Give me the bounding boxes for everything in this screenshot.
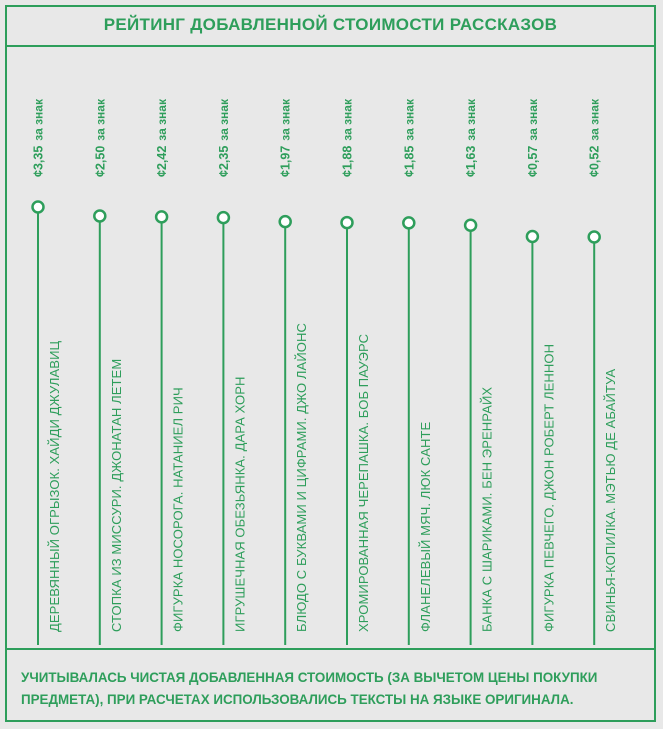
category-label-8: ФИГУРКА ПЕВЧЕГО. ДЖОН РОБЕРТ ЛЕННОН	[541, 343, 557, 632]
category-label-2: ФИГУРКА НОСОРОГА. НАТАНИЕЛ РИЧ	[170, 387, 186, 632]
footer-note-box	[5, 648, 656, 722]
value-label-4: ¢1,97за знак	[278, 99, 293, 177]
category-label-4: БЛЮДО С БУКВАМИ И ЦИФРАМИ. ДЖО ЛАЙОНС	[294, 323, 310, 632]
value-label-1: ¢2,50за знак	[93, 99, 108, 177]
category-label-7: БАНКА С ШАРИКАМИ. БЕН ЭРЕНРАЙХ	[479, 386, 495, 632]
category-label-9: СВИНЬЯ-КОПИЛКА. МЭТЬЮ ДЕ АБАЙТУА	[603, 368, 619, 632]
category-label-3: ИГРУШЕЧНАЯ ОБЕЗЬЯНКА. ДАРА ХОРН	[232, 376, 248, 632]
data-point-8	[527, 231, 538, 242]
value-label-5: ¢1,88за знак	[340, 99, 355, 177]
category-label-6: ФЛАНЕЛЕВЫЙ МЯЧ. ЛЮК САНТЕ	[417, 421, 433, 632]
value-label-3: ¢2,35за знак	[216, 99, 231, 177]
value-label-6: ¢1,85за знак	[402, 99, 417, 177]
data-point-0	[33, 202, 44, 213]
data-point-4	[280, 216, 291, 227]
data-point-6	[403, 217, 414, 228]
chart-title: РЕЙТИНГ ДОБАВЛЕННОЙ СТОИМОСТИ РАССКАЗОВ	[103, 15, 558, 34]
value-label-7: ¢1,63за знак	[464, 99, 479, 177]
category-label-0: ДЕРЕВЯННЫЙ ОГРЫЗОК. ХАЙДИ ДЖУЛАВИЦ	[47, 340, 62, 632]
data-point-7	[465, 220, 476, 231]
category-label-5: ХРОМИРОВАННАЯ ЧЕРЕПАШКА. БОБ ПАУЭРС	[356, 333, 371, 632]
category-label-1: СТОПКА ИЗ МИССУРИ. ДЖОНАТАН ЛЕТЕМ	[108, 358, 124, 632]
data-point-9	[589, 232, 600, 243]
data-point-5	[342, 217, 353, 228]
value-label-2: ¢2,42за знак	[155, 99, 170, 177]
value-label-9: ¢0,52за знак	[587, 99, 602, 177]
data-point-1	[94, 211, 105, 222]
value-label-8: ¢0,57за знак	[525, 99, 540, 177]
data-point-3	[218, 212, 229, 223]
footer-note: УЧИТЫВАЛАСЬ ЧИСТАЯ ДОБАВЛЕННАЯ СТОИМОСТЬ (ЗА ВЫЧЕТОМ ЦЕНЫ ПОКУПКИ ПРЕДМЕТА), ПРИ РАСЧЕТАХ ИСПОЛЬЗОВАЛИСЬ ТЕКСТЫ НА ЯЗЫКЕ ОРИГИНАЛА.	[21, 670, 598, 707]
data-point-2	[156, 211, 167, 222]
value-label-0: ¢3,35за знак	[31, 99, 46, 177]
